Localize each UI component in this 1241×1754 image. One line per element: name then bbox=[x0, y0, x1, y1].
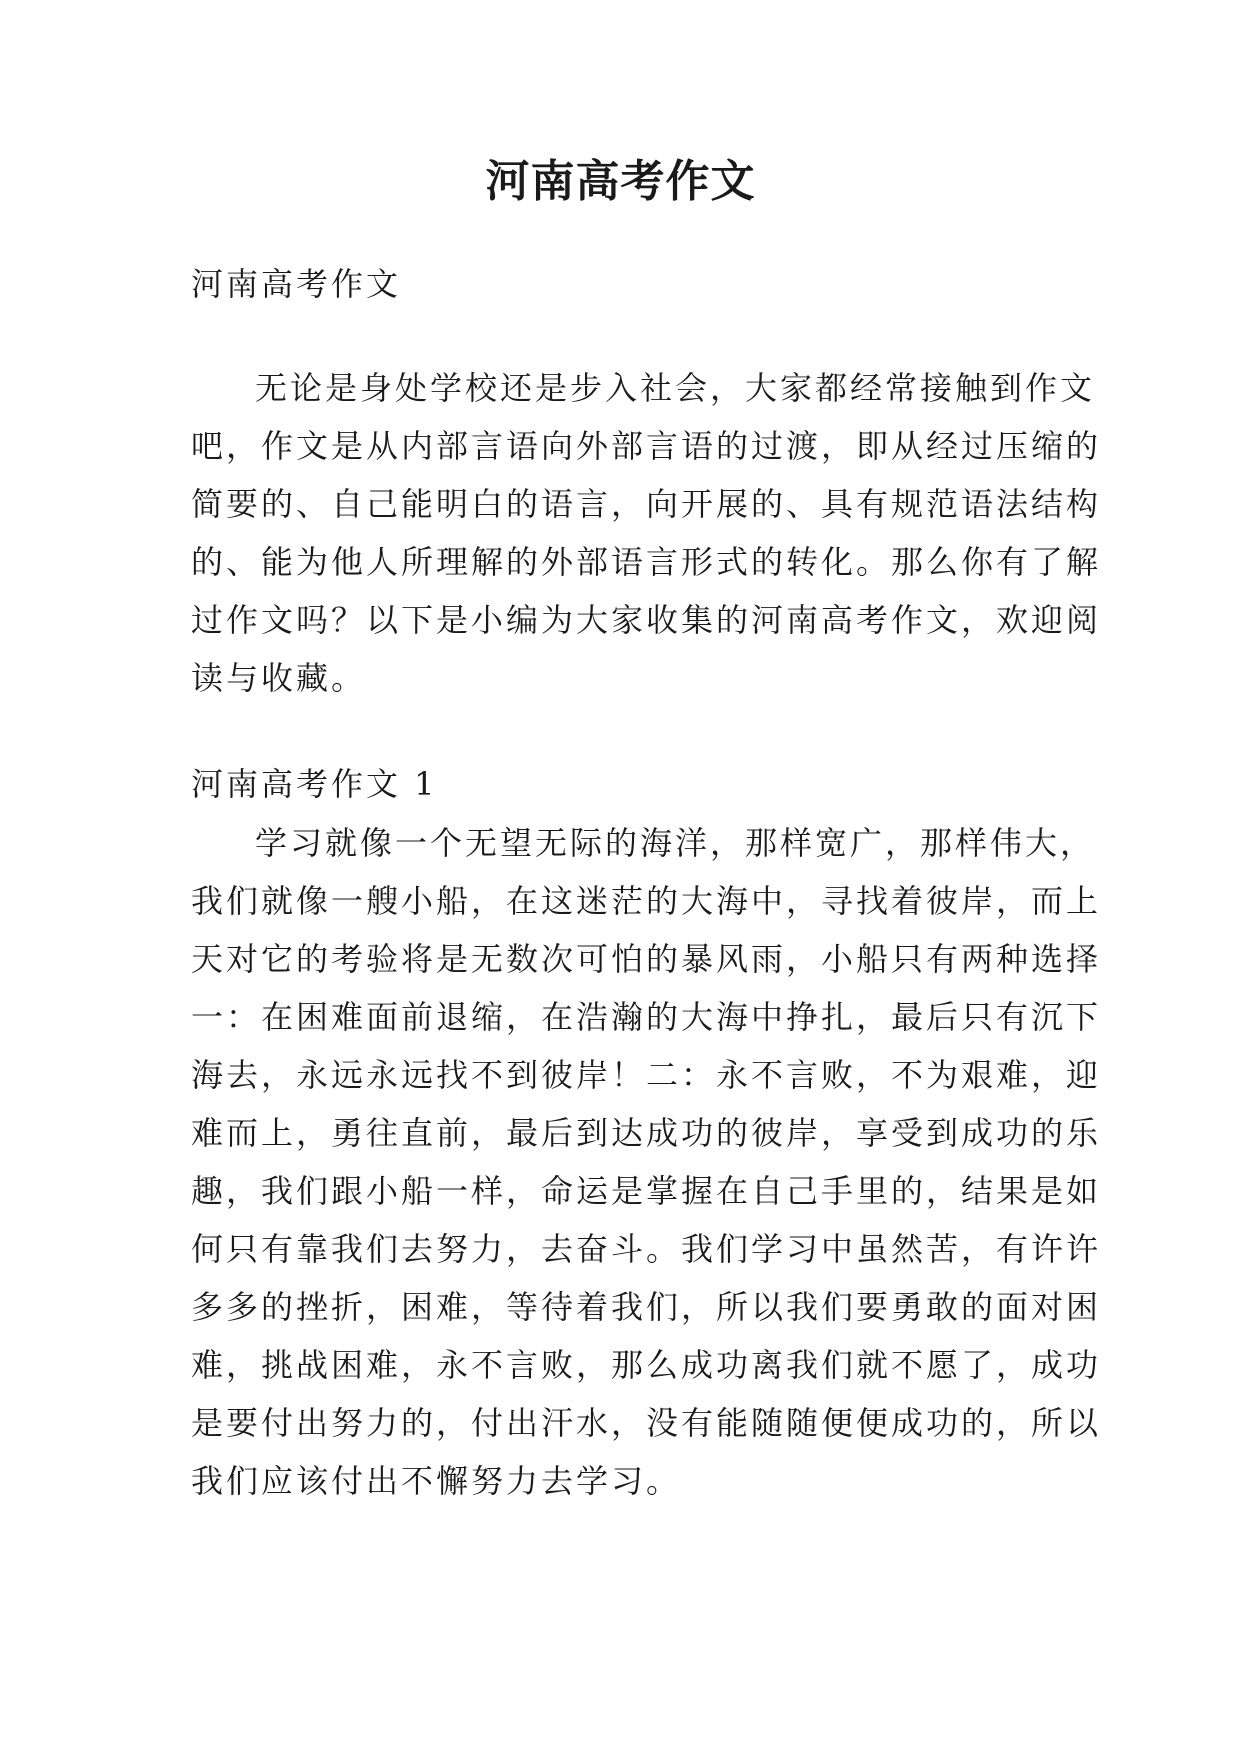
essay-line: 海去，永远永远找不到彼岸！二：永不言败，不为艰难，迎 bbox=[191, 1056, 1102, 1094]
essay-line: 难而上，勇往直前，最后到达成功的彼岸，享受到成功的乐 bbox=[191, 1114, 1102, 1152]
intro-line: 的、能为他人所理解的外部语言形式的转化。那么你有了解 bbox=[191, 543, 1102, 581]
essay-line: 我们就像一艘小船，在这迷茫的大海中，寻找着彼岸，而上 bbox=[191, 882, 1102, 920]
essay-line: 多多的挫折，困难，等待着我们，所以我们要勇敢的面对困 bbox=[191, 1288, 1102, 1326]
essay-line: 难，挑战困难，永不言败，那么成功离我们就不愿了，成功 bbox=[191, 1346, 1102, 1384]
essay-line: 天对它的考验将是无数次可怕的暴风雨，小船只有两种选择 bbox=[191, 940, 1102, 978]
essay-line: 趣，我们跟小船一样，命运是掌握在自己手里的，结果是如 bbox=[191, 1172, 1102, 1210]
essay-line: 学习就像一个无望无际的海洋，那样宽广，那样伟大， bbox=[255, 824, 1096, 862]
essay-line: 何只有靠我们去努力，去奋斗。我们学习中虽然苦，有许许 bbox=[191, 1230, 1102, 1268]
document-subtitle: 河南高考作文 bbox=[191, 265, 402, 303]
document-title: 河南高考作文 bbox=[485, 156, 756, 207]
essay-line: 我们应该付出不懈努力去学习。 bbox=[191, 1462, 682, 1500]
intro-line: 过作文吗？以下是小编为大家收集的河南高考作文，欢迎阅 bbox=[191, 601, 1102, 639]
intro-line: 简要的、自己能明白的语言，向开展的、具有规范语法结构 bbox=[191, 485, 1102, 523]
essay-line: 一：在困难面前退缩，在浩瀚的大海中挣扎，最后只有沉下 bbox=[191, 998, 1102, 1036]
essay-line: 是要付出努力的，付出汗水，没有能随随便便成功的，所以 bbox=[191, 1404, 1102, 1442]
intro-line: 读与收藏。 bbox=[191, 659, 367, 697]
essay-paragraph bbox=[191, 814, 1102, 1510]
section-heading: 河南高考作文 1 bbox=[191, 765, 438, 803]
intro-paragraph bbox=[191, 359, 1102, 707]
intro-line: 无论是身处学校还是步入社会，大家都经常接触到作文 bbox=[255, 369, 1096, 407]
intro-line: 吧，作文是从内部言语向外部言语的过渡，即从经过压缩的 bbox=[191, 427, 1102, 465]
